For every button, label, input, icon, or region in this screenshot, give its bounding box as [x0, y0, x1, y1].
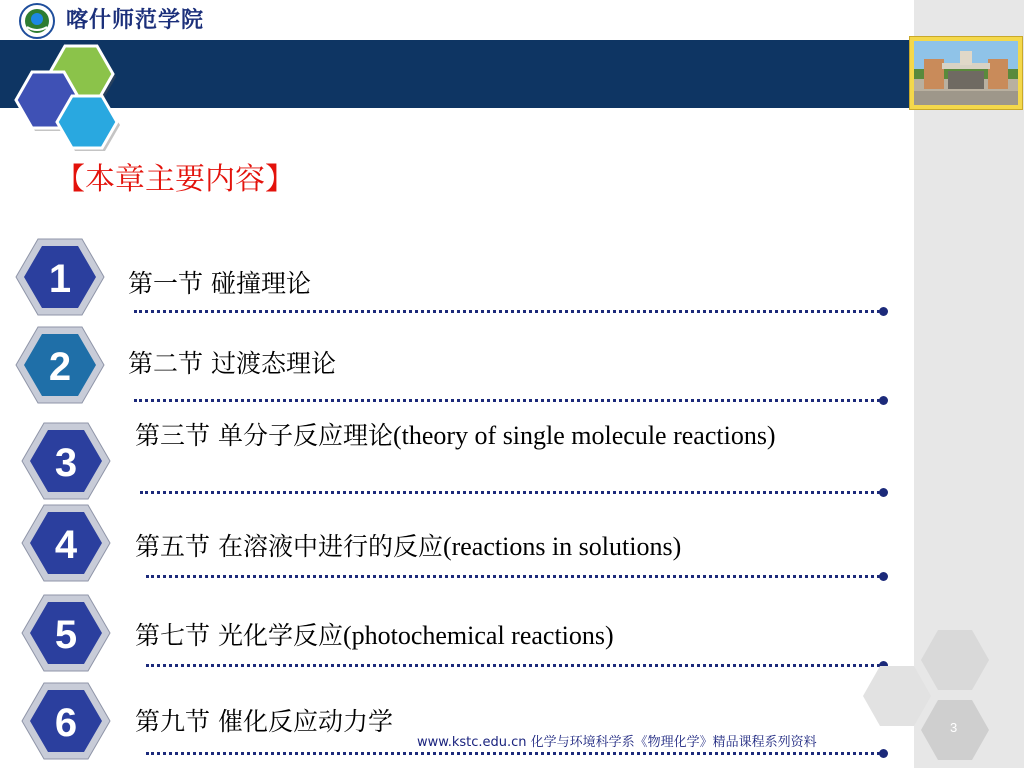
item-title-cn: 第一节 碰撞理论	[128, 269, 311, 298]
dotted-separator	[146, 575, 880, 578]
item-title	[135, 418, 815, 454]
background-hexagons	[860, 628, 1000, 768]
dotted-separator	[134, 310, 880, 313]
number-badge	[20, 420, 112, 502]
badge-number: 4	[54, 523, 78, 567]
item-title-en: (photochemical reactions)	[342, 621, 614, 650]
item-title-cn: 第二节 过渡态理论	[128, 349, 336, 378]
item-title-cn: 第九节 催化反应动力学	[135, 707, 393, 736]
hexagon-decoration	[10, 44, 130, 154]
separator-dot	[879, 749, 888, 758]
badge-number: 6	[54, 701, 78, 745]
number-badge	[14, 324, 106, 406]
separator-dot	[879, 396, 888, 405]
separator-dot	[879, 572, 888, 581]
item-title	[135, 529, 681, 565]
header-band	[0, 40, 914, 108]
school-name: 喀什师范学院	[66, 7, 205, 33]
item-title-en: (theory of single molecule reactions)	[392, 421, 776, 450]
item-title	[135, 704, 393, 740]
item-title	[135, 618, 614, 654]
page-number: 3	[950, 720, 958, 735]
separator-dot	[879, 307, 888, 316]
dotted-separator	[146, 664, 880, 667]
number-badge	[20, 592, 112, 674]
campus-gate-photo	[914, 41, 1018, 105]
item-title-cn: 第七节 光化学反应	[135, 621, 343, 650]
school-logo-icon	[19, 3, 55, 39]
chapter-heading: 【本章主要内容】	[55, 162, 295, 197]
campus-photo-frame	[910, 37, 1022, 109]
footer-text: www.kstc.edu.cn 化学与环境科学系《物理化学》精品课程系列资料	[417, 735, 817, 750]
dotted-separator	[140, 491, 880, 494]
item-title-cn: 第三节 单分子反应理论	[135, 421, 393, 450]
item-title	[128, 346, 336, 382]
number-badge	[14, 236, 106, 318]
badge-number: 5	[54, 613, 78, 657]
number-badge	[20, 680, 112, 762]
badge-number: 2	[48, 345, 72, 389]
badge-number: 3	[54, 441, 78, 485]
item-title	[128, 266, 311, 302]
number-badge	[20, 502, 112, 584]
item-title-en: (reactions in solutions)	[442, 532, 682, 561]
dotted-separator	[146, 752, 880, 755]
item-title-cn: 第五节 在溶液中进行的反应	[135, 532, 443, 561]
dotted-separator	[134, 399, 880, 402]
badge-number: 1	[48, 257, 72, 301]
separator-dot	[879, 488, 888, 497]
